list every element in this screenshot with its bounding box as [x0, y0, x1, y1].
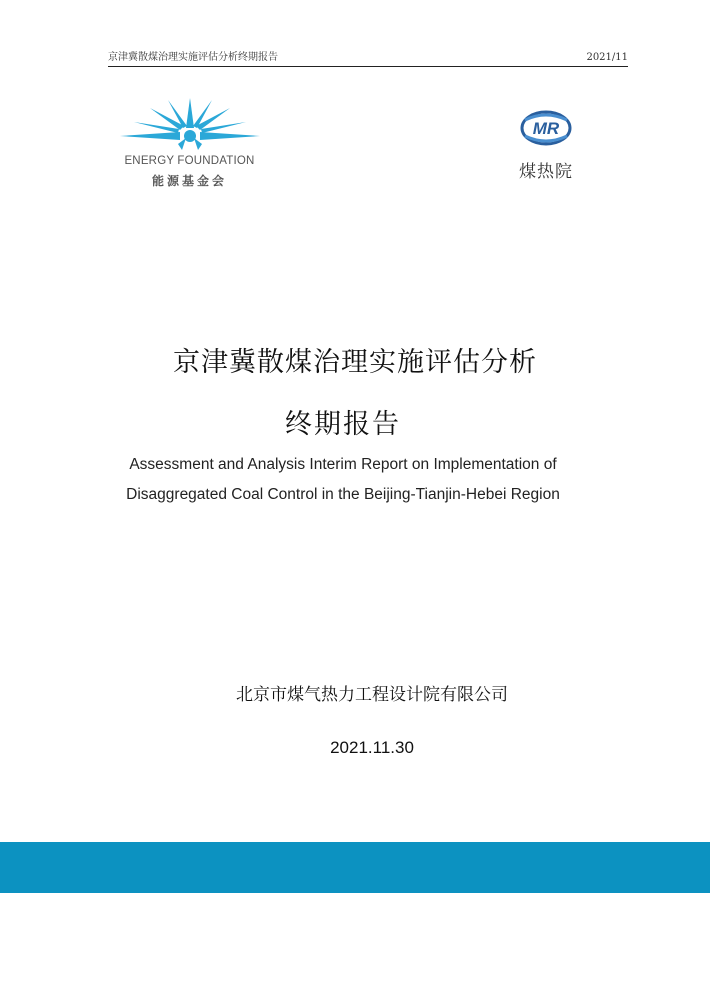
starburst-icon [120, 98, 260, 154]
report-title-en-line1: Assessment and Analysis Interim Report on Implementation of [129, 456, 557, 473]
mr-badge-text: MR [532, 119, 560, 138]
mr-name-cn: 煤热院 [519, 162, 573, 182]
decorative-band [0, 842, 710, 893]
energy-foundation-logo [112, 98, 267, 194]
mr-badge-icon [519, 108, 573, 148]
report-title-en-line2: Disaggregated Coal Control in the Beijing-Tianjin-Hebei Region [126, 486, 560, 503]
energy-foundation-name: ENERGY FOUNDATION [124, 155, 255, 167]
report-title: 京津冀散煤治理实施评估分析 [173, 347, 537, 378]
header-date: 2021/11 [586, 52, 628, 63]
running-header [108, 51, 628, 67]
organization-name: 北京市煤气热力工程设计院有限公司 [236, 685, 508, 705]
energy-foundation-name-cn: 能源基金会 [151, 174, 227, 188]
header-title: 京津冀散煤治理实施评估分析终期报告 [108, 52, 278, 63]
report-subtitle: 终期报告 [285, 409, 401, 440]
report-date: 2021.11.30 [330, 738, 414, 757]
mr-logo [510, 108, 582, 182]
